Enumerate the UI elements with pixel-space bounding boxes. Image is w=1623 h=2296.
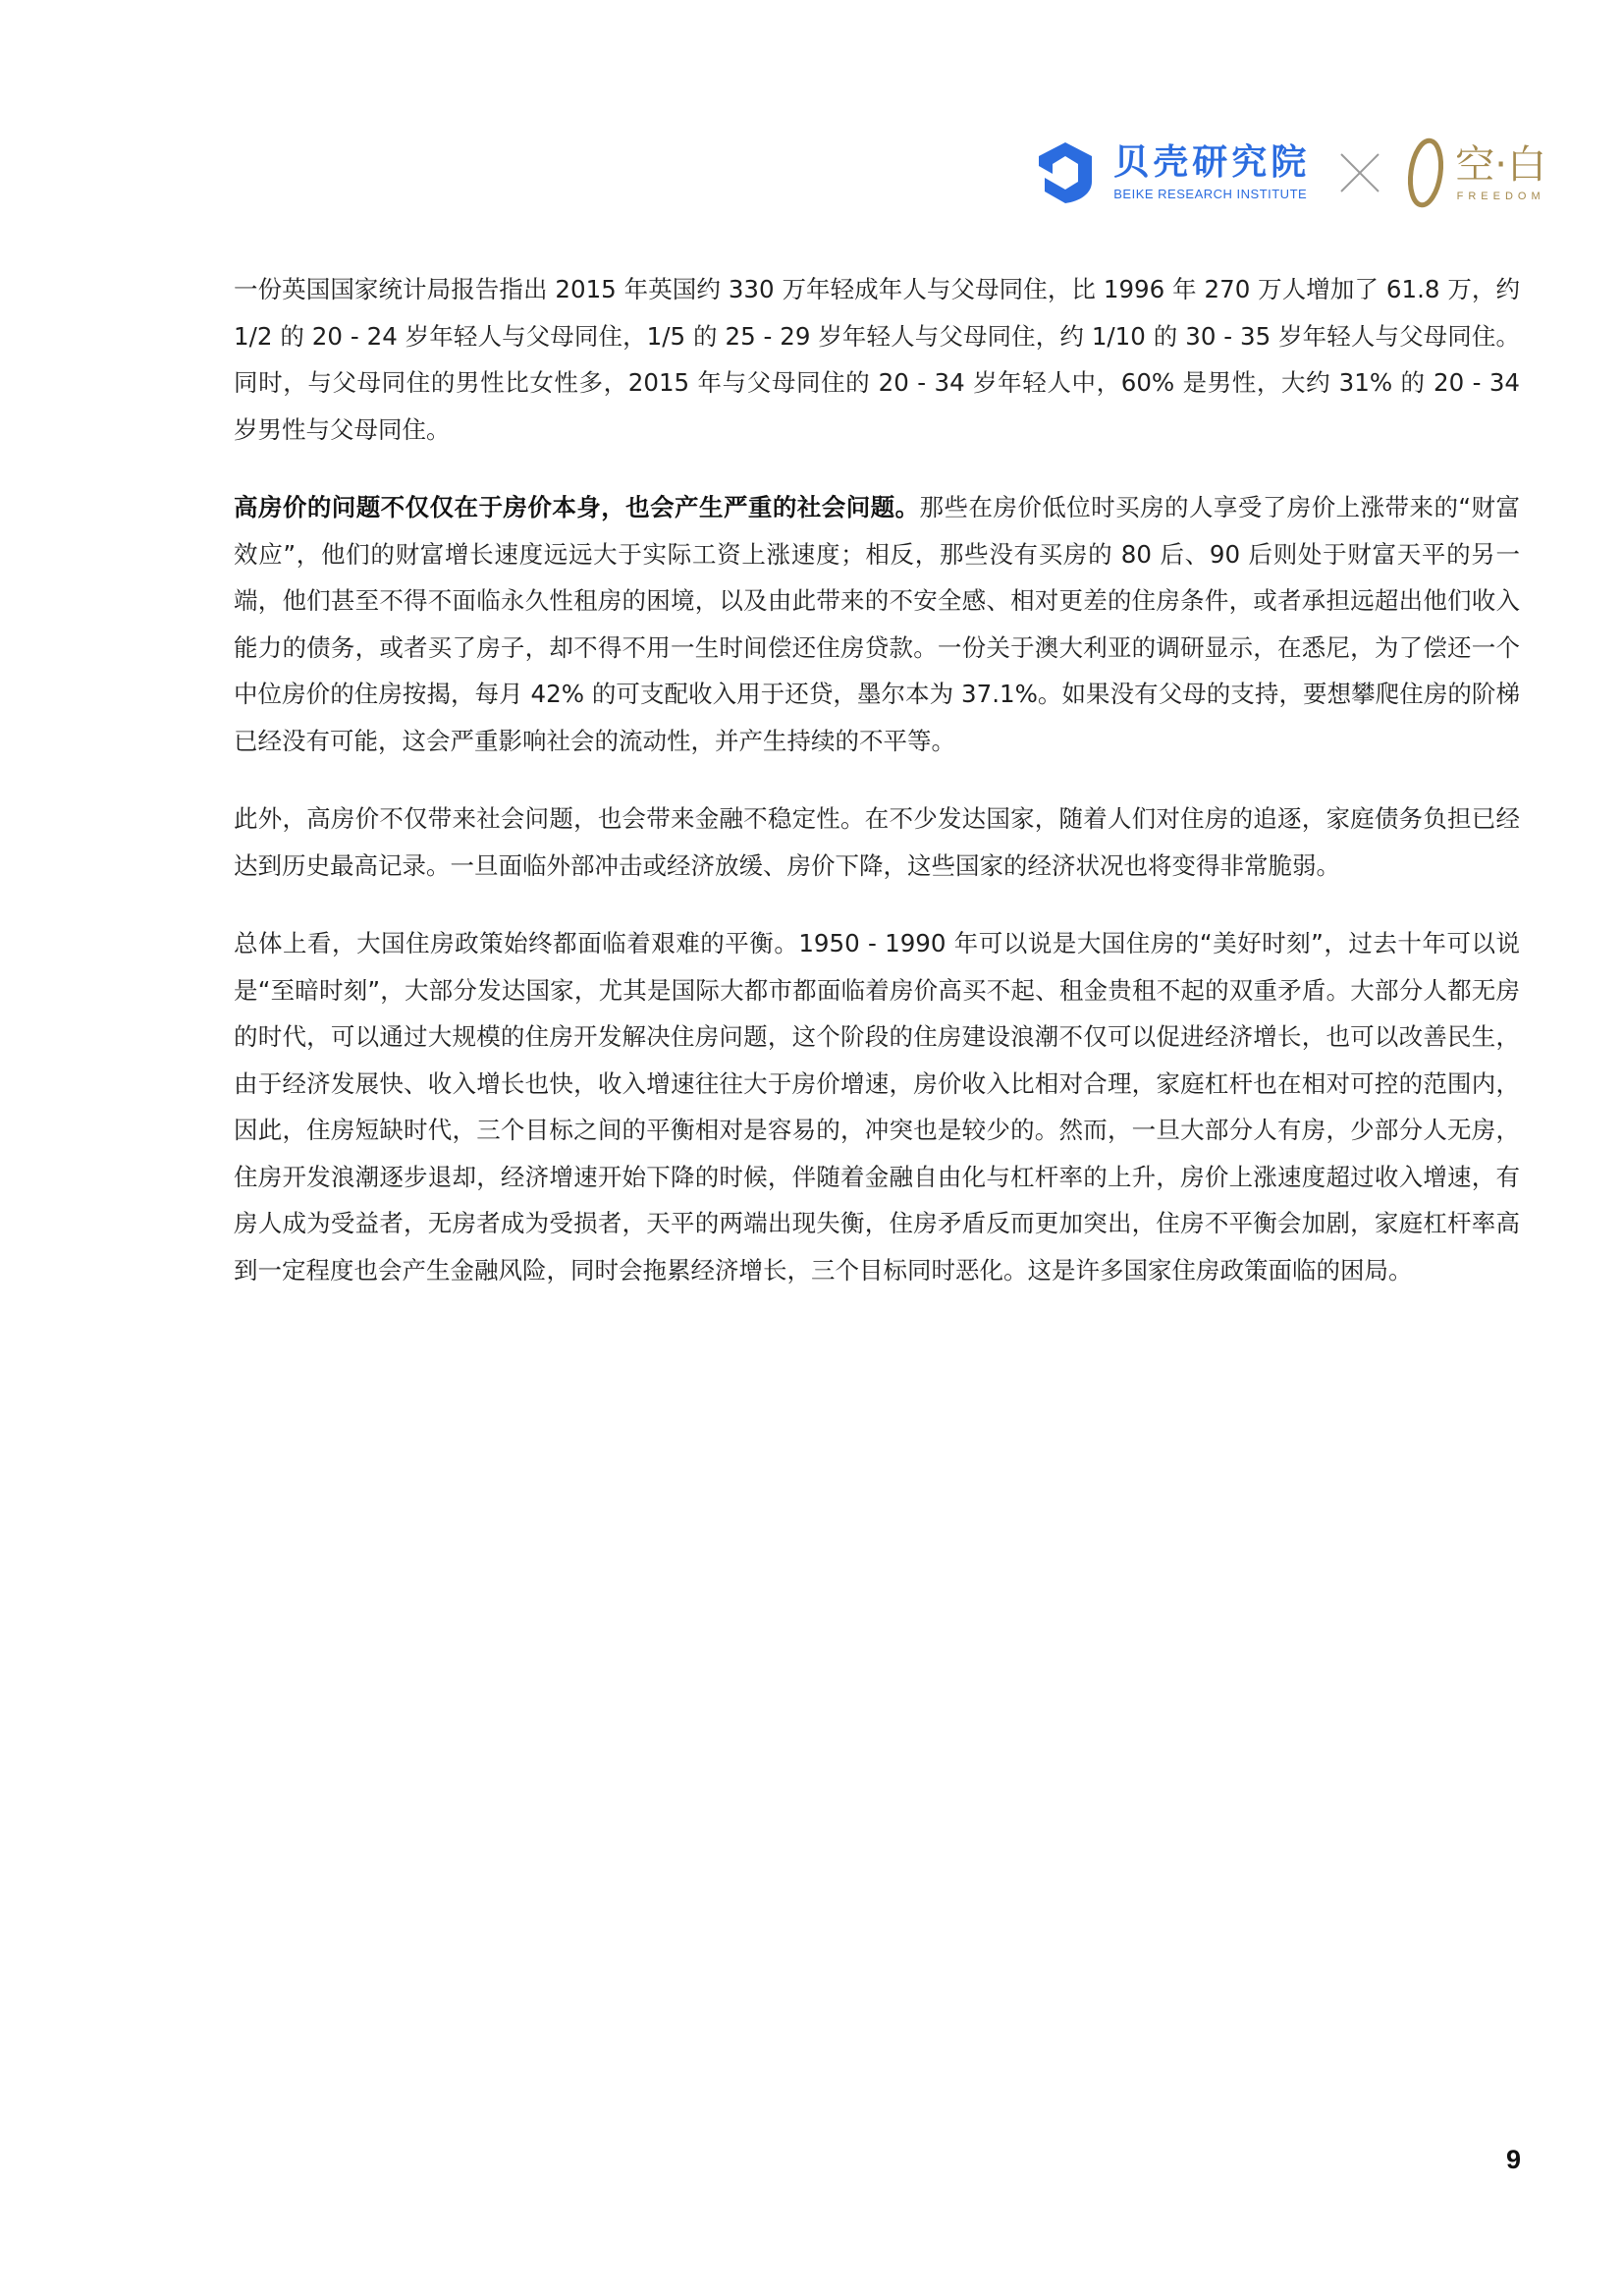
beike-research-logo xyxy=(1031,138,1310,207)
page-header xyxy=(1031,126,1546,220)
paragraph-financial-instability xyxy=(234,795,1520,889)
paragraph-text: 一份英国国家统计局报告指出 2015 年英国约 330 万年轻成年人与父母同住，比 1996 年 270 万人增加了 61.8 万，约 1/2 的 20 - 24 岁年轻人与父母同住，1/5 的 25 - 29 岁年轻人与父母同住，约 1/10 的 30 - 35 岁年轻人与父母同住。同时，与父母同住的男性比女性多，2015 年与父母同住的 20 - 34 岁年轻人中，60% 是男性，大约 31% 的 20 - 34 岁男性与父母同住。 xyxy=(234,275,1520,444)
beike-logo-cn: 贝壳研究院 xyxy=(1113,142,1311,183)
freedom-logo-en: FREEDOM xyxy=(1456,191,1545,202)
paragraph-high-house-price-social xyxy=(234,484,1520,764)
freedom-logo xyxy=(1404,135,1546,211)
paragraph-text: 那些在房价低位时买房的人享受了房价上涨带来的“财富效应”，他们的财富增长速度远远大于实际工资上涨速度；相反，那些没有买房的 80 后、90 后则处于财富天平的另一端，他们甚至不得不面临永久性租房的困境，以及由此带来的不安全感、相对更差的住房条件，或者承担远超出他们收入能力的债务，或者买了房子，却不得不用一生时间偿还住房贷款。一份关于澳大利亚的调研显示，在悉尼，为了偿还一个中位房价的住房按揭，每月 42% 的可支配收入用于还贷，墨尔本为 37.1%。如果没有父母的支持，要想攀爬住房的阶梯已经没有可能，这会严重影响社会的流动性，并产生持续的不平等。 xyxy=(234,493,1520,755)
beike-logo-icon xyxy=(1031,138,1100,207)
freedom-ring-icon xyxy=(1404,135,1447,211)
paragraph-text: 此外，高房价不仅带来社会问题，也会带来金融不稳定性。在不少发达国家，随着人们对住房的追逐，家庭债务负担已经达到历史最高记录。一旦面临外部冲击或经济放缓、房价下降，这些国家的经济状况也将变得非常脆弱。 xyxy=(234,804,1520,880)
paragraph-text: 总体上看，大国住房政策始终都面临着艰难的平衡。1950 - 1990 年可以说是大国住房的“美好时刻”，过去十年可以说是“至暗时刻”，大部分发达国家，尤其是国际大都市都面临着房价高买不起、租金贵租不起的双重矛盾。大部分人都无房的时代，可以通过大规模的住房开发解决住房问题，这个阶段的住房建设浪潮不仅可以促进经济增长，也可以改善民生，由于经济发展快、收入增长也快，收入增速往往大于房价增速，房价收入比相对合理，家庭杠杆也在相对可控的范围内，因此，住房短缺时代，三个目标之间的平衡相对是容易的，冲突也是较少的。然而，一旦大部分人有房，少部分人无房，住房开发浪潮逐步退却，经济增速开始下降的时候，伴随着金融自由化与杠杆率的上升，房价上涨速度超过收入增速，有房人成为受益者，无房者成为受损者，天平的两端出现失衡，住房矛盾反而更加突出，住房不平衡会加剧，家庭杠杆率高到一定程度也会产生金融风险，同时会拖累经济增长，三个目标同时恶化。这是许多国家住房政策面临的困局。 xyxy=(234,929,1520,1285)
paragraph-uk-young-adults xyxy=(234,266,1520,453)
paragraph-policy-balance xyxy=(234,920,1520,1293)
page-number: 9 xyxy=(1505,2145,1521,2174)
beike-logo-en: BEIKE RESEARCH INSTITUTE xyxy=(1113,187,1308,201)
paragraph-lead: 高房价的问题不仅仅在于房价本身，也会产生严重的社会问题。 xyxy=(234,493,920,521)
body-text xyxy=(234,266,1520,1325)
cross-icon xyxy=(1337,150,1382,195)
freedom-logo-cn: 空·白 xyxy=(1455,142,1546,188)
